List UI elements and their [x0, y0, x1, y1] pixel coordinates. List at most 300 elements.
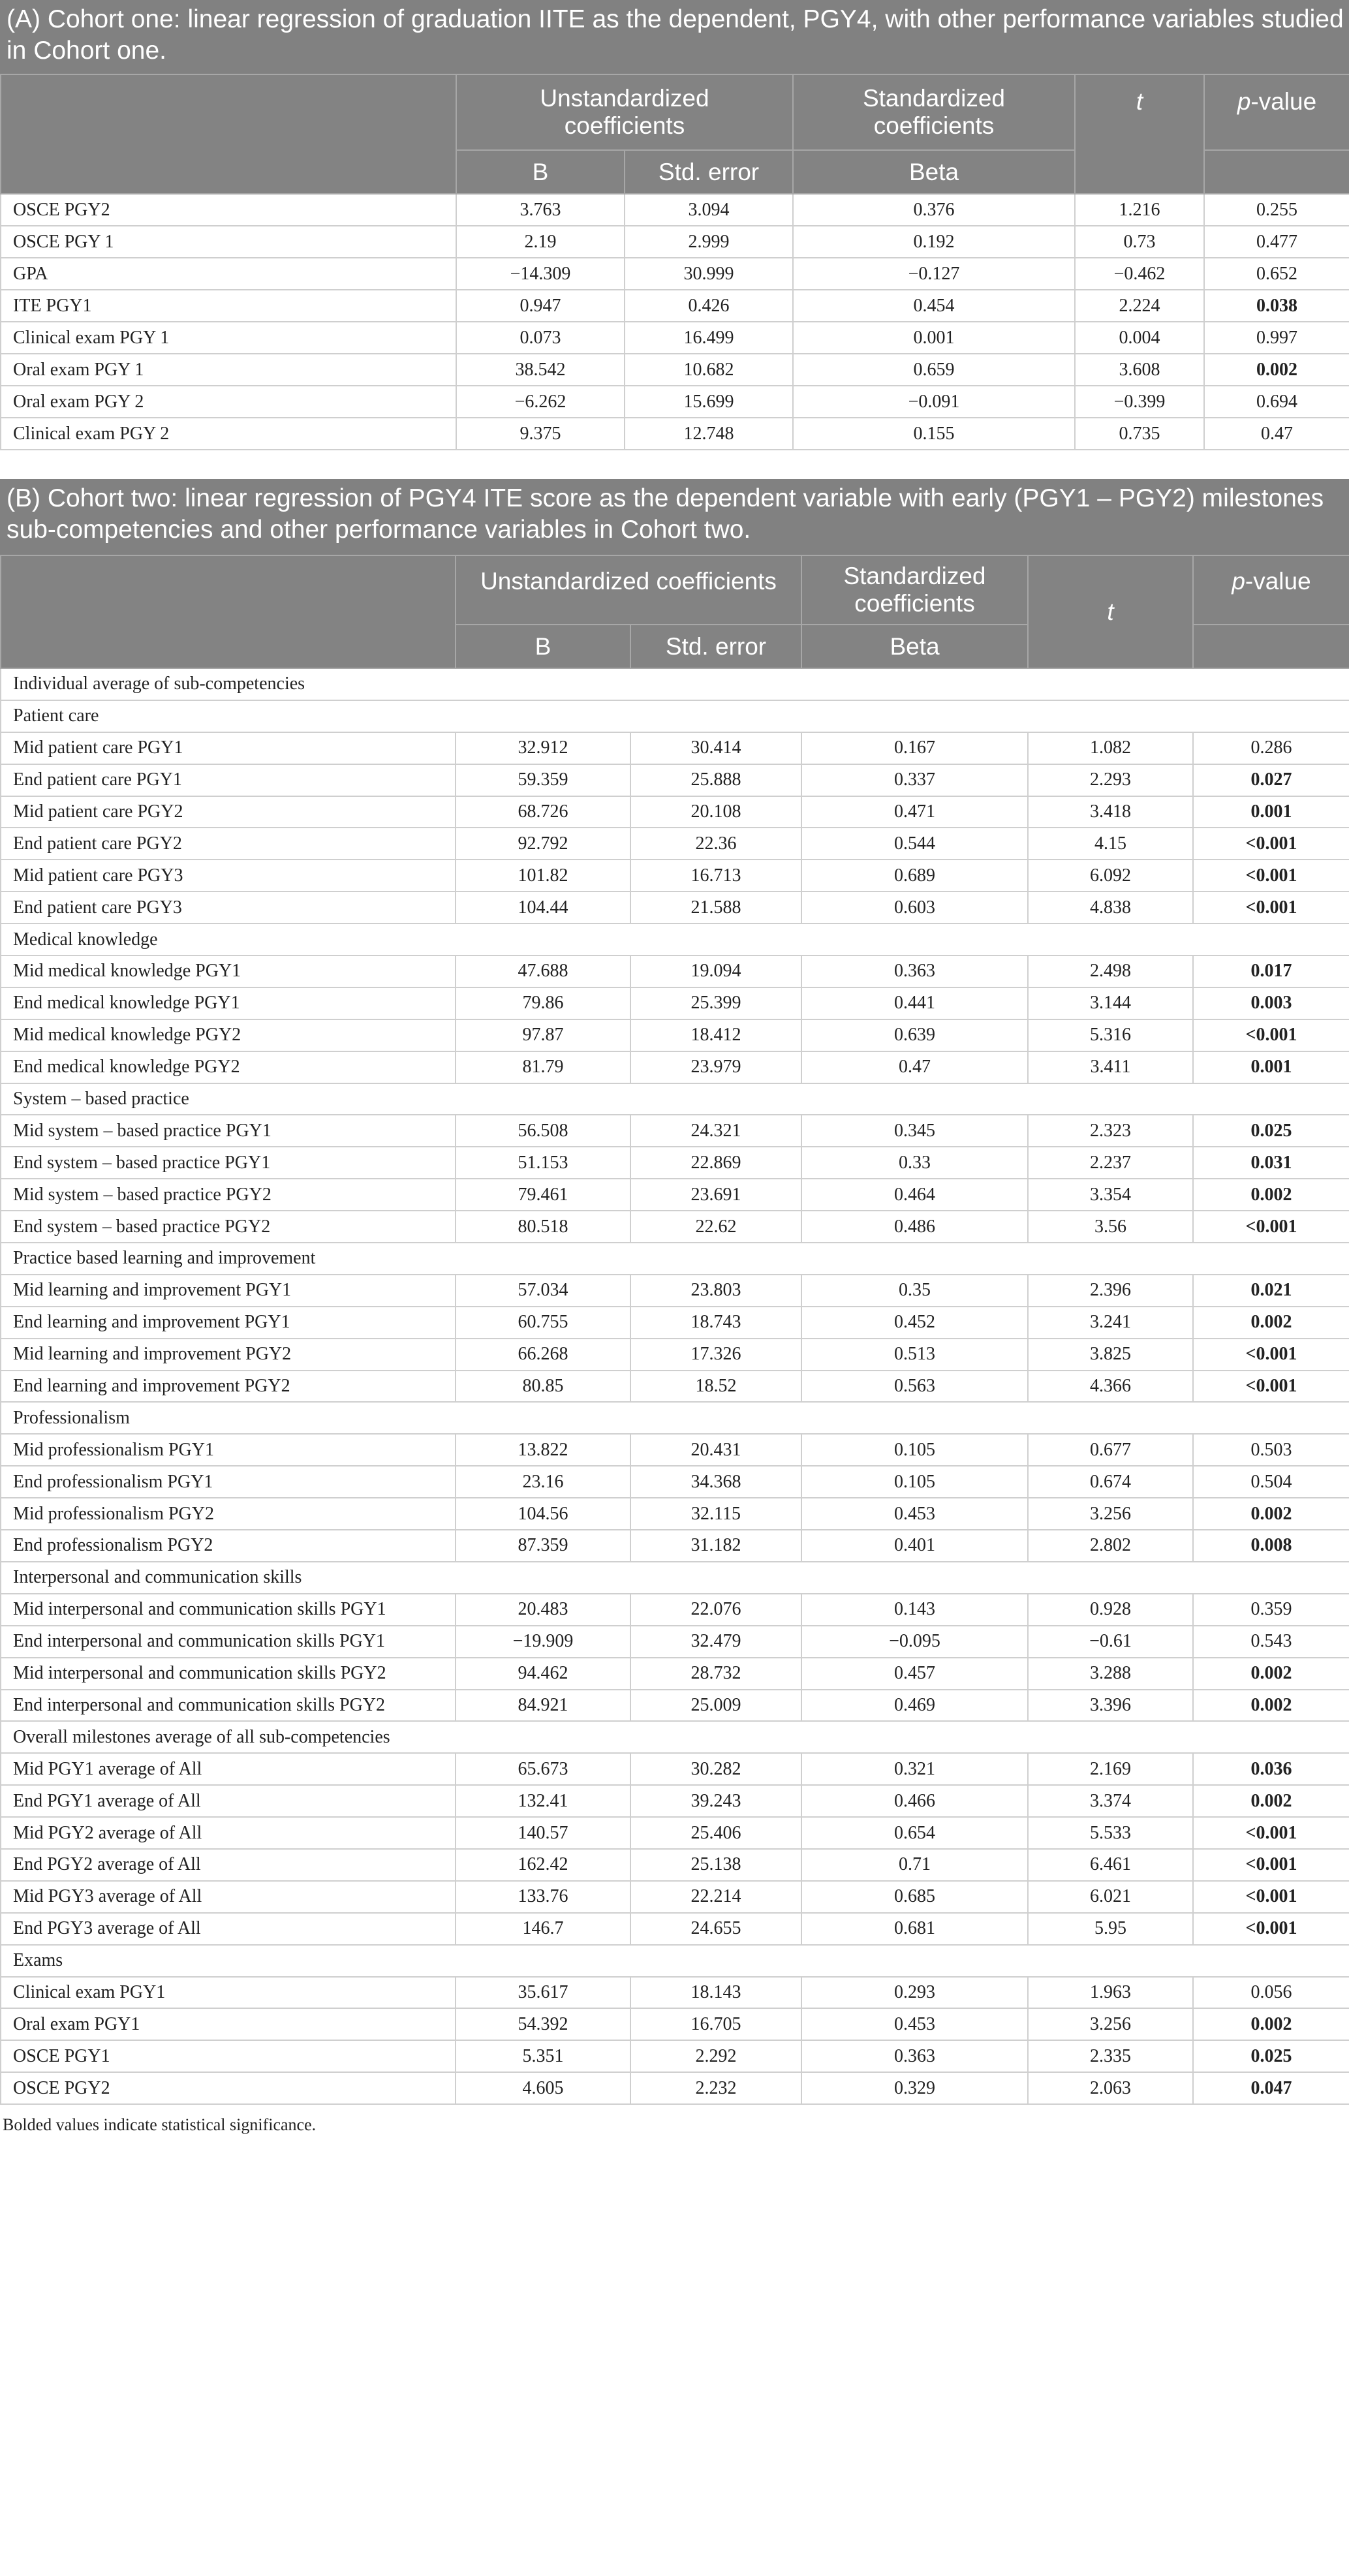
cell-p-value: 0.031: [1193, 1147, 1349, 1179]
row-label: End professionalism PGY1: [1, 1466, 456, 1498]
cell-b: 79.461: [456, 1179, 630, 1211]
table-row: [1, 1339, 1349, 1371]
cell-b: 97.87: [456, 1019, 630, 1051]
group-label: Patient care: [1, 700, 1349, 732]
table-row: [1, 860, 1349, 892]
table-row: [1, 1913, 1349, 1945]
group-label: Exams: [1, 1945, 1349, 1977]
cell-p-value: <0.001: [1193, 1881, 1349, 1913]
cell-std-error: 22.36: [630, 828, 801, 860]
row-label: Mid medical knowledge PGY2: [1, 1019, 456, 1051]
table-row: [1, 1977, 1349, 2009]
cell-p-value: 0.056: [1193, 1977, 1349, 2009]
cell-b: 2.19: [456, 226, 625, 258]
row-label: OSCE PGY2: [1, 194, 456, 226]
row-label: ITE PGY1: [1, 290, 456, 322]
row-label: OSCE PGY2: [1, 2072, 456, 2104]
table-row: [1, 1307, 1349, 1339]
table-row: [1, 1147, 1349, 1179]
cell-std-error: 10.682: [625, 354, 793, 386]
table-b-header-p-blank: [1193, 625, 1349, 668]
cell-t: 0.004: [1075, 322, 1204, 354]
row-label: Oral exam PGY 2: [1, 386, 456, 418]
table-row: [1, 386, 1349, 418]
table-row: [1, 1019, 1349, 1051]
cell-t: 5.95: [1028, 1913, 1193, 1945]
cell-t: 3.608: [1075, 354, 1204, 386]
row-label: Mid patient care PGY2: [1, 796, 456, 828]
table-row: [1, 1115, 1349, 1147]
cell-b: 59.359: [456, 764, 630, 796]
table-row: [1, 2008, 1349, 2040]
cell-std-error: 23.691: [630, 1179, 801, 1211]
cell-t: 2.802: [1028, 1530, 1193, 1562]
table-a-title-text: (A) Cohort one: linear regression of graduation IITE as the dependent, PGY4, with other performance variables studied in Cohort one.: [7, 5, 1344, 65]
cell-beta: 0.544: [801, 828, 1028, 860]
table-b-header-p: p-value: [1193, 555, 1349, 625]
cell-std-error: 12.748: [625, 418, 793, 450]
cell-b: 5.351: [456, 2040, 630, 2072]
cell-p-value: 0.025: [1193, 1115, 1349, 1147]
cell-b: 23.16: [456, 1466, 630, 1498]
cell-b: 104.44: [456, 892, 630, 923]
row-label: End PGY2 average of All: [1, 1849, 456, 1881]
cell-b: 60.755: [456, 1307, 630, 1339]
cell-b: 133.76: [456, 1881, 630, 1913]
table-b-header-b: B: [456, 625, 630, 668]
group-row: [1, 668, 1349, 700]
cell-beta: 0.466: [801, 1785, 1028, 1817]
table-row: [1, 1051, 1349, 1083]
cell-t: 2.063: [1028, 2072, 1193, 2104]
table-row: [1, 1690, 1349, 1722]
row-label: End medical knowledge PGY1: [1, 987, 456, 1019]
row-label: Mid patient care PGY1: [1, 732, 456, 764]
cell-beta: 0.453: [801, 1498, 1028, 1530]
cell-b: 81.79: [456, 1051, 630, 1083]
group-row: [1, 1402, 1349, 1434]
cell-t: 0.677: [1028, 1434, 1193, 1466]
table-row: [1, 1434, 1349, 1466]
cell-std-error: 20.108: [630, 796, 801, 828]
cell-p-value: 0.017: [1193, 955, 1349, 987]
cell-t: 3.354: [1028, 1179, 1193, 1211]
cell-beta: 0.293: [801, 1977, 1028, 2009]
cell-beta: 0.441: [801, 987, 1028, 1019]
cell-t: 0.928: [1028, 1594, 1193, 1626]
row-label: Mid system – based practice PGY2: [1, 1179, 456, 1211]
cell-beta: 0.001: [793, 322, 1075, 354]
cell-t: 3.241: [1028, 1307, 1193, 1339]
table-row: [1, 764, 1349, 796]
table-row: [1, 1658, 1349, 1690]
cell-b: 32.912: [456, 732, 630, 764]
cell-p-value: 0.002: [1193, 1785, 1349, 1817]
table-row: [1, 987, 1349, 1019]
cell-p-value: 0.002: [1193, 1690, 1349, 1722]
table-row: [1, 1498, 1349, 1530]
cell-std-error: 18.52: [630, 1371, 801, 1403]
row-label: OSCE PGY 1: [1, 226, 456, 258]
row-label: Mid learning and improvement PGY1: [1, 1275, 456, 1307]
group-row: [1, 1083, 1349, 1115]
cell-beta: 0.33: [801, 1147, 1028, 1179]
cell-std-error: 3.094: [625, 194, 793, 226]
row-label: End PGY3 average of All: [1, 1913, 456, 1945]
table-a-header-p-blank: [1204, 150, 1349, 194]
cell-t: 3.144: [1028, 987, 1193, 1019]
table-row: [1, 290, 1349, 322]
cell-t: 2.335: [1028, 2040, 1193, 2072]
cell-t: 0.73: [1075, 226, 1204, 258]
cell-beta: 0.321: [801, 1753, 1028, 1785]
cell-b: 47.688: [456, 955, 630, 987]
table-a-header-t: t: [1075, 74, 1204, 194]
cell-std-error: 34.368: [630, 1466, 801, 1498]
cell-p-value: 0.027: [1193, 764, 1349, 796]
cell-beta: 0.105: [801, 1466, 1028, 1498]
cell-beta: 0.486: [801, 1211, 1028, 1243]
cell-b: 101.82: [456, 860, 630, 892]
cell-b: 0.073: [456, 322, 625, 354]
cell-t: 3.288: [1028, 1658, 1193, 1690]
row-label: Mid PGY3 average of All: [1, 1881, 456, 1913]
table-a-header-unstandardized: Unstandardized coefficients: [456, 74, 793, 150]
cell-beta: 0.464: [801, 1179, 1028, 1211]
cell-beta: 0.363: [801, 2040, 1028, 2072]
cell-p-value: <0.001: [1193, 1019, 1349, 1051]
cell-p-value: 0.47: [1204, 418, 1349, 450]
cell-b: 35.617: [456, 1977, 630, 2009]
table-row: [1, 955, 1349, 987]
cell-p-value: 0.025: [1193, 2040, 1349, 2072]
table-row: [1, 2072, 1349, 2104]
table-b-title: [0, 479, 1349, 555]
cell-p-value: 0.002: [1193, 1498, 1349, 1530]
row-label: End system – based practice PGY1: [1, 1147, 456, 1179]
cell-t: 3.411: [1028, 1051, 1193, 1083]
table-a-header-p: p-value: [1204, 74, 1349, 150]
cell-beta: −0.095: [801, 1626, 1028, 1658]
group-row: [1, 1562, 1349, 1594]
cell-t: 3.825: [1028, 1339, 1193, 1371]
cell-beta: 0.47: [801, 1051, 1028, 1083]
cell-p-value: 0.359: [1193, 1594, 1349, 1626]
cell-std-error: 25.009: [630, 1690, 801, 1722]
cell-beta: 0.167: [801, 732, 1028, 764]
cell-t: 4.15: [1028, 828, 1193, 860]
cell-std-error: 32.479: [630, 1626, 801, 1658]
row-label: Mid learning and improvement PGY2: [1, 1339, 456, 1371]
table-b-title-text: (B) Cohort two: linear regression of PGY4 ITE score as the dependent variable with early (PGY1 – PGY2) milestones sub-competencies and other performance variables in Cohort two.: [7, 484, 1324, 544]
cell-std-error: 22.869: [630, 1147, 801, 1179]
cell-p-value: <0.001: [1193, 892, 1349, 923]
row-label: End medical knowledge PGY2: [1, 1051, 456, 1083]
group-label: Individual average of sub-competencies: [1, 668, 1349, 700]
cell-t: 3.56: [1028, 1211, 1193, 1243]
table-b: [0, 555, 1349, 2105]
row-label: Clinical exam PGY 2: [1, 418, 456, 450]
cell-p-value: 0.001: [1193, 1051, 1349, 1083]
cell-std-error: 30.414: [630, 732, 801, 764]
cell-t: 2.237: [1028, 1147, 1193, 1179]
cell-t: −0.61: [1028, 1626, 1193, 1658]
cell-t: 2.169: [1028, 1753, 1193, 1785]
cell-p-value: 0.694: [1204, 386, 1349, 418]
table-row: [1, 226, 1349, 258]
table-row: [1, 1881, 1349, 1913]
cell-std-error: 2.999: [625, 226, 793, 258]
footnote: Bolded values indicate statistical significance.: [3, 2115, 317, 2135]
table-row: [1, 732, 1349, 764]
cell-std-error: 23.803: [630, 1275, 801, 1307]
cell-std-error: 0.426: [625, 290, 793, 322]
cell-b: 57.034: [456, 1275, 630, 1307]
row-label: End PGY1 average of All: [1, 1785, 456, 1817]
cell-std-error: 22.62: [630, 1211, 801, 1243]
row-label: End professionalism PGY2: [1, 1530, 456, 1562]
cell-beta: 0.659: [793, 354, 1075, 386]
cell-t: 1.216: [1075, 194, 1204, 226]
cell-beta: 0.192: [793, 226, 1075, 258]
cell-beta: 0.376: [793, 194, 1075, 226]
cell-std-error: 30.999: [625, 258, 793, 290]
row-label: End learning and improvement PGY1: [1, 1307, 456, 1339]
row-label: End interpersonal and communication skills PGY2: [1, 1690, 456, 1722]
cell-b: 0.947: [456, 290, 625, 322]
cell-std-error: 24.321: [630, 1115, 801, 1147]
cell-std-error: 25.399: [630, 987, 801, 1019]
cell-beta: 0.401: [801, 1530, 1028, 1562]
cell-b: 3.763: [456, 194, 625, 226]
cell-beta: 0.457: [801, 1658, 1028, 1690]
cell-p-value: <0.001: [1193, 1849, 1349, 1881]
cell-b: 13.822: [456, 1434, 630, 1466]
table-row: [1, 1753, 1349, 1785]
table-row: [1, 1785, 1349, 1817]
cell-beta: 0.143: [801, 1594, 1028, 1626]
cell-std-error: 23.979: [630, 1051, 801, 1083]
cell-b: 66.268: [456, 1339, 630, 1371]
cell-std-error: 21.588: [630, 892, 801, 923]
cell-t: 6.021: [1028, 1881, 1193, 1913]
table-a-header-beta: Beta: [793, 150, 1075, 194]
cell-b: 68.726: [456, 796, 630, 828]
row-label: End system – based practice PGY2: [1, 1211, 456, 1243]
cell-p-value: 0.036: [1193, 1753, 1349, 1785]
cell-p-value: 0.543: [1193, 1626, 1349, 1658]
group-row: [1, 1721, 1349, 1753]
cell-std-error: 18.743: [630, 1307, 801, 1339]
table-row: [1, 1211, 1349, 1243]
row-label: Mid professionalism PGY2: [1, 1498, 456, 1530]
cell-b: 9.375: [456, 418, 625, 450]
cell-b: 132.41: [456, 1785, 630, 1817]
row-label: Mid interpersonal and communication skills PGY2: [1, 1658, 456, 1690]
cell-std-error: 39.243: [630, 1785, 801, 1817]
cell-b: 4.605: [456, 2072, 630, 2104]
cell-beta: 0.71: [801, 1849, 1028, 1881]
table-b-body: [1, 668, 1349, 2104]
row-label: End patient care PGY1: [1, 764, 456, 796]
cell-std-error: 20.431: [630, 1434, 801, 1466]
cell-b: 80.518: [456, 1211, 630, 1243]
cell-beta: 0.469: [801, 1690, 1028, 1722]
cell-t: 2.293: [1028, 764, 1193, 796]
cell-p-value: <0.001: [1193, 1371, 1349, 1403]
cell-std-error: 25.888: [630, 764, 801, 796]
cell-beta: 0.452: [801, 1307, 1028, 1339]
cell-std-error: 30.282: [630, 1753, 801, 1785]
table-row: [1, 796, 1349, 828]
cell-t: −0.399: [1075, 386, 1204, 418]
group-label: Overall milestones average of all sub-competencies: [1, 1721, 1349, 1753]
cell-t: 5.533: [1028, 1817, 1193, 1849]
cell-t: 1.082: [1028, 732, 1193, 764]
cell-b: 56.508: [456, 1115, 630, 1147]
cell-p-value: <0.001: [1193, 1211, 1349, 1243]
cell-beta: 0.155: [793, 418, 1075, 450]
table-b-header-unstandardized: Unstandardized coefficients: [456, 555, 801, 625]
cell-t: 2.224: [1075, 290, 1204, 322]
cell-b: 54.392: [456, 2008, 630, 2040]
row-label: Clinical exam PGY1: [1, 1977, 456, 2009]
cell-beta: −0.091: [793, 386, 1075, 418]
cell-beta: 0.337: [801, 764, 1028, 796]
cell-beta: 0.563: [801, 1371, 1028, 1403]
cell-p-value: 0.286: [1193, 732, 1349, 764]
table-row: [1, 1371, 1349, 1403]
table-row: [1, 1594, 1349, 1626]
cell-p-value: 0.008: [1193, 1530, 1349, 1562]
cell-b: 38.542: [456, 354, 625, 386]
cell-t: 1.963: [1028, 1977, 1193, 2009]
cell-t: 2.323: [1028, 1115, 1193, 1147]
table-a-header-se: Std. error: [625, 150, 793, 194]
row-label: GPA: [1, 258, 456, 290]
cell-p-value: 0.255: [1204, 194, 1349, 226]
cell-p-value: 0.002: [1193, 1658, 1349, 1690]
cell-p-value: 0.001: [1193, 796, 1349, 828]
cell-b: −14.309: [456, 258, 625, 290]
cell-b: 92.792: [456, 828, 630, 860]
row-label: Mid professionalism PGY1: [1, 1434, 456, 1466]
cell-b: 104.56: [456, 1498, 630, 1530]
cell-beta: 0.329: [801, 2072, 1028, 2104]
row-label: Mid system – based practice PGY1: [1, 1115, 456, 1147]
table-row: [1, 1626, 1349, 1658]
cell-p-value: 0.504: [1193, 1466, 1349, 1498]
table-row: [1, 258, 1349, 290]
cell-std-error: 18.143: [630, 1977, 801, 2009]
row-label: Oral exam PGY1: [1, 2008, 456, 2040]
group-label: Professionalism: [1, 1402, 1349, 1434]
cell-p-value: <0.001: [1193, 1913, 1349, 1945]
cell-t: 2.396: [1028, 1275, 1193, 1307]
table-a-header-variable: [1, 74, 456, 194]
cell-p-value: 0.038: [1204, 290, 1349, 322]
table-a-title: [0, 0, 1349, 74]
cell-std-error: 28.732: [630, 1658, 801, 1690]
cell-t: 3.374: [1028, 1785, 1193, 1817]
cell-std-error: 22.214: [630, 1881, 801, 1913]
table-row: [1, 2040, 1349, 2072]
cell-p-value: 0.047: [1193, 2072, 1349, 2104]
cell-p-value: 0.002: [1193, 1307, 1349, 1339]
cell-beta: 0.471: [801, 796, 1028, 828]
row-label: Mid interpersonal and communication skills PGY1: [1, 1594, 456, 1626]
cell-t: 2.498: [1028, 955, 1193, 987]
group-label: System – based practice: [1, 1083, 1349, 1115]
cell-std-error: 2.232: [630, 2072, 801, 2104]
row-label: OSCE PGY1: [1, 2040, 456, 2072]
cell-std-error: 16.713: [630, 860, 801, 892]
cell-beta: 0.363: [801, 955, 1028, 987]
group-label: Medical knowledge: [1, 923, 1349, 955]
cell-std-error: 19.094: [630, 955, 801, 987]
cell-p-value: 0.021: [1193, 1275, 1349, 1307]
table-row: [1, 1849, 1349, 1881]
cell-std-error: 25.406: [630, 1817, 801, 1849]
cell-b: 65.673: [456, 1753, 630, 1785]
row-label: End interpersonal and communication skills PGY1: [1, 1626, 456, 1658]
table-b-header-standardized: Standardized coefficients: [801, 555, 1028, 625]
table-row: [1, 1179, 1349, 1211]
table-b-header-beta: Beta: [801, 625, 1028, 668]
table-row: [1, 194, 1349, 226]
cell-b: 20.483: [456, 1594, 630, 1626]
cell-std-error: 16.705: [630, 2008, 801, 2040]
group-row: [1, 1243, 1349, 1275]
table-row: [1, 418, 1349, 450]
cell-std-error: 31.182: [630, 1530, 801, 1562]
table-row: [1, 1466, 1349, 1498]
table-row: [1, 1817, 1349, 1849]
table-b-header-t: t: [1028, 555, 1193, 668]
cell-t: 3.396: [1028, 1690, 1193, 1722]
cell-b: 51.153: [456, 1147, 630, 1179]
cell-beta: 0.681: [801, 1913, 1028, 1945]
cell-p-value: 0.477: [1204, 226, 1349, 258]
cell-beta: 0.513: [801, 1339, 1028, 1371]
cell-std-error: 25.138: [630, 1849, 801, 1881]
cell-std-error: 17.326: [630, 1339, 801, 1371]
cell-p-value: 0.503: [1193, 1434, 1349, 1466]
cell-t: 3.418: [1028, 796, 1193, 828]
cell-p-value: 0.002: [1193, 2008, 1349, 2040]
cell-std-error: 24.655: [630, 1913, 801, 1945]
table-a-body: [1, 194, 1349, 450]
cell-p-value: 0.997: [1204, 322, 1349, 354]
cell-t: 6.461: [1028, 1849, 1193, 1881]
cell-p-value: <0.001: [1193, 860, 1349, 892]
cell-p-value: <0.001: [1193, 1817, 1349, 1849]
row-label: End learning and improvement PGY2: [1, 1371, 456, 1403]
table-b-header-se: Std. error: [630, 625, 801, 668]
row-label: Mid medical knowledge PGY1: [1, 955, 456, 987]
cell-p-value: 0.002: [1193, 1179, 1349, 1211]
cell-t: 4.838: [1028, 892, 1193, 923]
cell-beta: 0.105: [801, 1434, 1028, 1466]
row-label: Mid patient care PGY3: [1, 860, 456, 892]
cell-b: 140.57: [456, 1817, 630, 1849]
cell-beta: 0.654: [801, 1817, 1028, 1849]
cell-b: 94.462: [456, 1658, 630, 1690]
row-label: Oral exam PGY 1: [1, 354, 456, 386]
group-label: Practice based learning and improvement: [1, 1243, 1349, 1275]
cell-b: −19.909: [456, 1626, 630, 1658]
cell-beta: 0.35: [801, 1275, 1028, 1307]
